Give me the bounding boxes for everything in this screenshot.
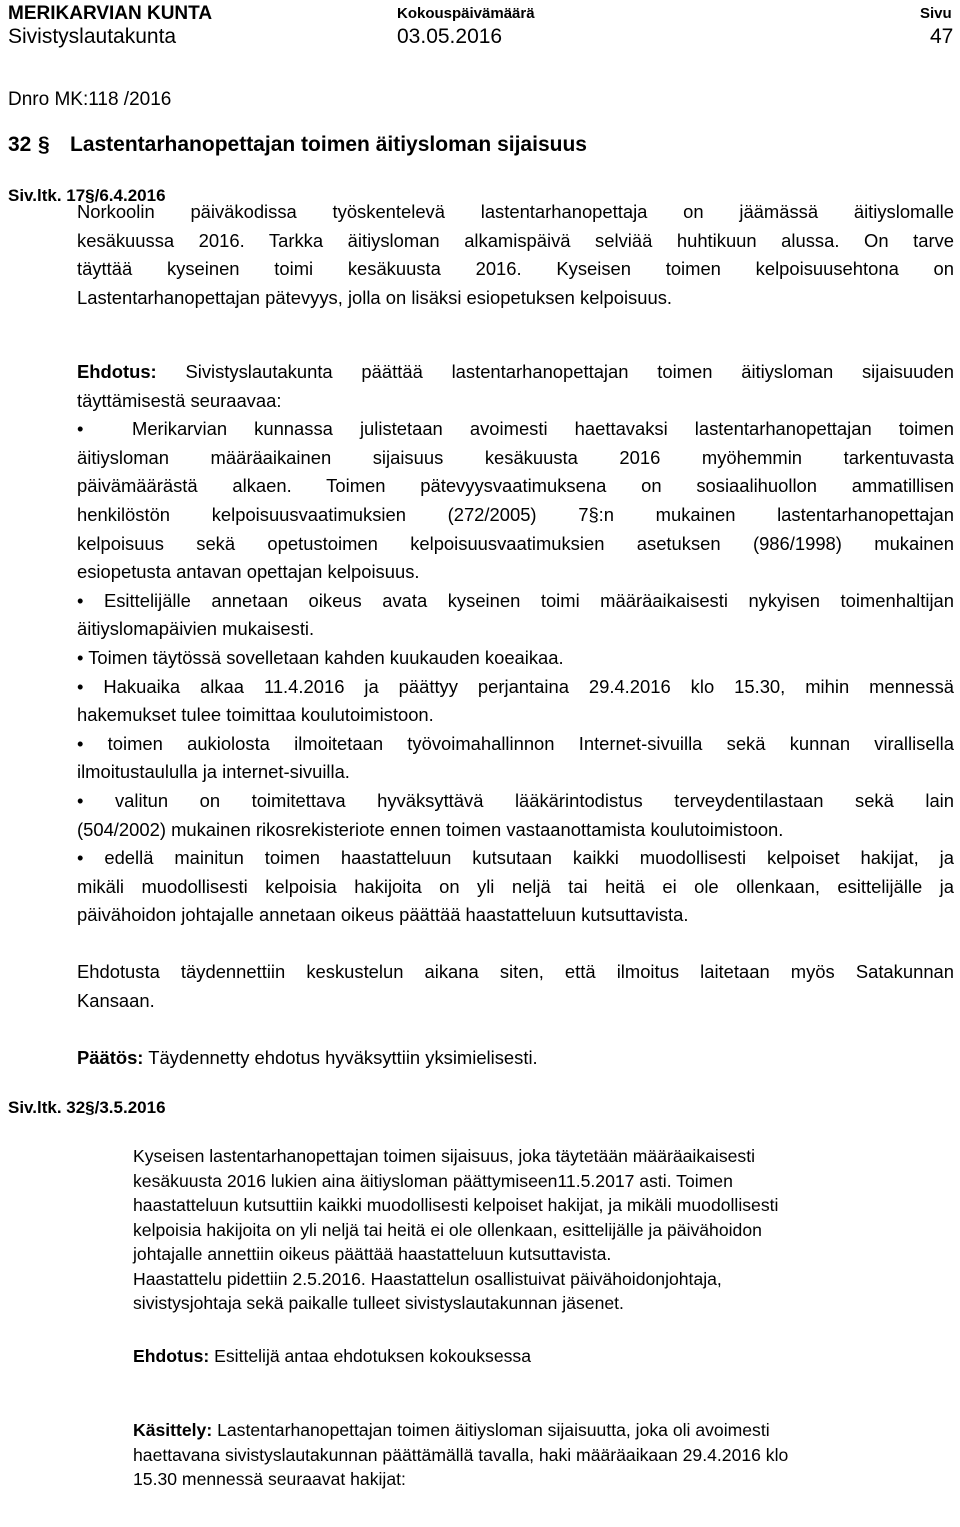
committee-name: Sivistyslautakunta xyxy=(8,25,177,48)
text-line: päivämäärästä alkaen. Toimen pätevyysvaatimuksena on sosiaalihuollon ammatillisen xyxy=(77,475,954,497)
text-line: hakemukset tulee toimittaa koulutoimistoon. xyxy=(77,704,434,726)
text-line: • Toimen täytössä sovelletaan kahden kuukauden koeaikaa. xyxy=(77,646,564,668)
text-line: kelpoisia hakijoita on yli neljä tai heitä ei ole ollenkaan, esittelijälle ja päivähoidon xyxy=(133,1219,762,1240)
text-line: Kansaan. xyxy=(77,989,155,1011)
text-line: Ehdotusta täydennettiin keskustelun aikana siten, että ilmoitus laitetaan myös Satakunnan xyxy=(77,961,954,982)
text-line: • toimen aukiolosta ilmoitetaan työvoimahallinnon Internet-sivuilla sekä kunnan virallisella xyxy=(77,732,954,754)
meeting-date: 03.05.2016 xyxy=(397,25,503,48)
text-line: kelpoisuus sekä opetustoimen kelpoisuusvaatimuksien asetuksen (986/1998) mukainen xyxy=(77,532,954,554)
proposal-text: Sivistyslautakunta päättää lastentarhanopettajan toimen äitiysloman sijaisuuden xyxy=(156,361,954,382)
current-body-paragraph xyxy=(133,1144,933,1316)
previous-reference: Siv.ltk. 17§/6.4.2016 xyxy=(8,186,166,205)
text-line: • Hakuaika alkaa 11.4.2016 ja päättyy perjantaina 29.4.2016 klo 15.30, mihin mennessä xyxy=(77,675,954,697)
decision-text: Täydennetty ehdotus hyväksyttiin yksimielisesti. xyxy=(143,1047,538,1068)
text-line: täyttämisestä seuraavaa: xyxy=(77,389,282,411)
text-line: • valitun on toimitettava hyväksyttävä lääkärintodistus terveydentilastaan sekä lain xyxy=(77,789,954,811)
text-line: kesäkuusta 2016 lukien aina äitiysloman päättymiseen11.5.2017 asti. Toimen xyxy=(133,1170,733,1191)
text-line: päivähoidon johtajalle annetaan oikeus päättää haastatteluun kutsuttavista. xyxy=(77,904,689,926)
text-line: haastatteluun kutsuttiin kaikki muodollisesti kelpoiset hakijat, ja mikäli muodollisesti xyxy=(133,1195,779,1215)
text-line: sivistysjohtaja sekä paikalle tulleet sivistyslautakunnan jäsenet. xyxy=(133,1293,624,1313)
text-line: kesäkuussa 2016. Tarkka äitiysloman alkamispäivä selviää huhtikuun alussa. On tarve xyxy=(77,229,954,251)
text-line: (504/2002) mukainen rikosrekisteriote ennen toimen vastaanottamista koulutoimistoon. xyxy=(77,818,784,840)
text-line: täyttää kyseinen toimi kesäkuusta 2016. Kyseisen toimen kelpoisuusehtona on xyxy=(77,258,954,280)
supplement-paragraph xyxy=(77,958,954,1015)
proposal2-text: Esittelijä antaa ehdotuksen kokouksessa xyxy=(209,1346,532,1366)
text-line: henkilöstön kelpoisuusvaatimuksien (272/2005) 7§:n mukainen lastentarhanopettajan xyxy=(77,503,954,525)
proposal2-line xyxy=(133,1344,933,1369)
handling-first-line xyxy=(133,1418,933,1443)
text-line: äitiysloman määräaikainen sijaisuus kesäkuusta 2016 myöhemmin tarkentuvasta xyxy=(77,446,954,468)
proposal2-paragraph xyxy=(133,1344,933,1369)
text-line: • Esittelijälle annetaan oikeus avata kyseinen toimi määräaikaisesti nykyisen toimenhaltijan xyxy=(77,589,954,611)
current-reference: Siv.ltk. 32§/3.5.2016 xyxy=(8,1098,166,1117)
section-number: 32 xyxy=(8,133,32,156)
intro-paragraph xyxy=(77,198,954,312)
handling-label: Käsittely: xyxy=(133,1420,213,1440)
meeting-date-label: Kokouspäivämäärä xyxy=(397,5,535,22)
page-number: 47 xyxy=(930,25,954,48)
text-line: Norkoolin päiväkodissa työskentelevä lastentarhanopettaja on jäämässä äitiyslomalle xyxy=(77,201,954,222)
bullet-text: Merikarvian kunnassa julistetaan avoimesti haettavaksi lastentarhanopettajan toimen xyxy=(132,418,954,440)
section-heading xyxy=(8,133,587,157)
text-line: • edellä mainitun toimen haastatteluun kutsutaan kaikki muodollisesti kelpoiset hakijat, ja xyxy=(77,847,954,869)
proposal-first-line xyxy=(77,358,954,387)
text-line: 15.30 mennessä seuraavat hakijat: xyxy=(133,1469,406,1489)
proposal-label: Ehdotus: xyxy=(77,361,157,382)
handling-paragraph xyxy=(133,1418,933,1492)
text-line: Kyseisen lastentarhanopettajan toimen sijaisuus, joka täytetään määräaikaisesti xyxy=(133,1146,756,1166)
text-line: esiopetusta antavan opettajan kelpoisuus. xyxy=(77,561,420,583)
handling-text: Lastentarhanopettajan toimen äitiysloman sijaisuutta, joka oli avoimesti xyxy=(212,1420,770,1440)
bullet-first-line xyxy=(77,415,954,444)
text-line: äitiyslomapäivien mukaisesti. xyxy=(77,618,315,640)
page-label: Sivu xyxy=(920,5,952,22)
text-line: ilmoitustaululla ja internet-sivuilla. xyxy=(77,761,350,783)
text-line: Haastattelu pidettiin 2.5.2016. Haastattelun osallistuivat päivähoidonjohtaja, xyxy=(133,1268,722,1289)
section-title: Lastentarhanopettajan toimen äitiysloman sijaisuus xyxy=(70,133,587,156)
text-line: johtajalle annettiin oikeus päättää haastatteluun kutsuttavista. xyxy=(133,1244,612,1264)
proposal-section xyxy=(77,358,954,930)
text-line: Lastentarhanopettajan pätevyys, jolla on lisäksi esiopetuksen kelpoisuus. xyxy=(77,286,673,308)
text-line: haettavana sivistyslautakunnan päättämällä tavalla, haki määräaikaan 29.4.2016 klo xyxy=(133,1444,789,1465)
bullet-marker: • xyxy=(77,418,84,440)
section-symbol: § xyxy=(38,133,50,156)
record-number: Dnro MK:118 /2016 xyxy=(8,89,172,110)
proposal2-label: Ehdotus: xyxy=(133,1346,210,1366)
decision-paragraph xyxy=(77,1044,954,1073)
decision-label: Päätös: xyxy=(77,1047,144,1068)
municipality-name: MERIKARVIAN KUNTA xyxy=(8,3,213,24)
text-line: mikäli muodollisesti kelpoisia hakijoita on yli neljä tai heitä ei ole ollenkaan, esittelijälle ja xyxy=(77,875,954,897)
decision-line xyxy=(77,1044,954,1073)
